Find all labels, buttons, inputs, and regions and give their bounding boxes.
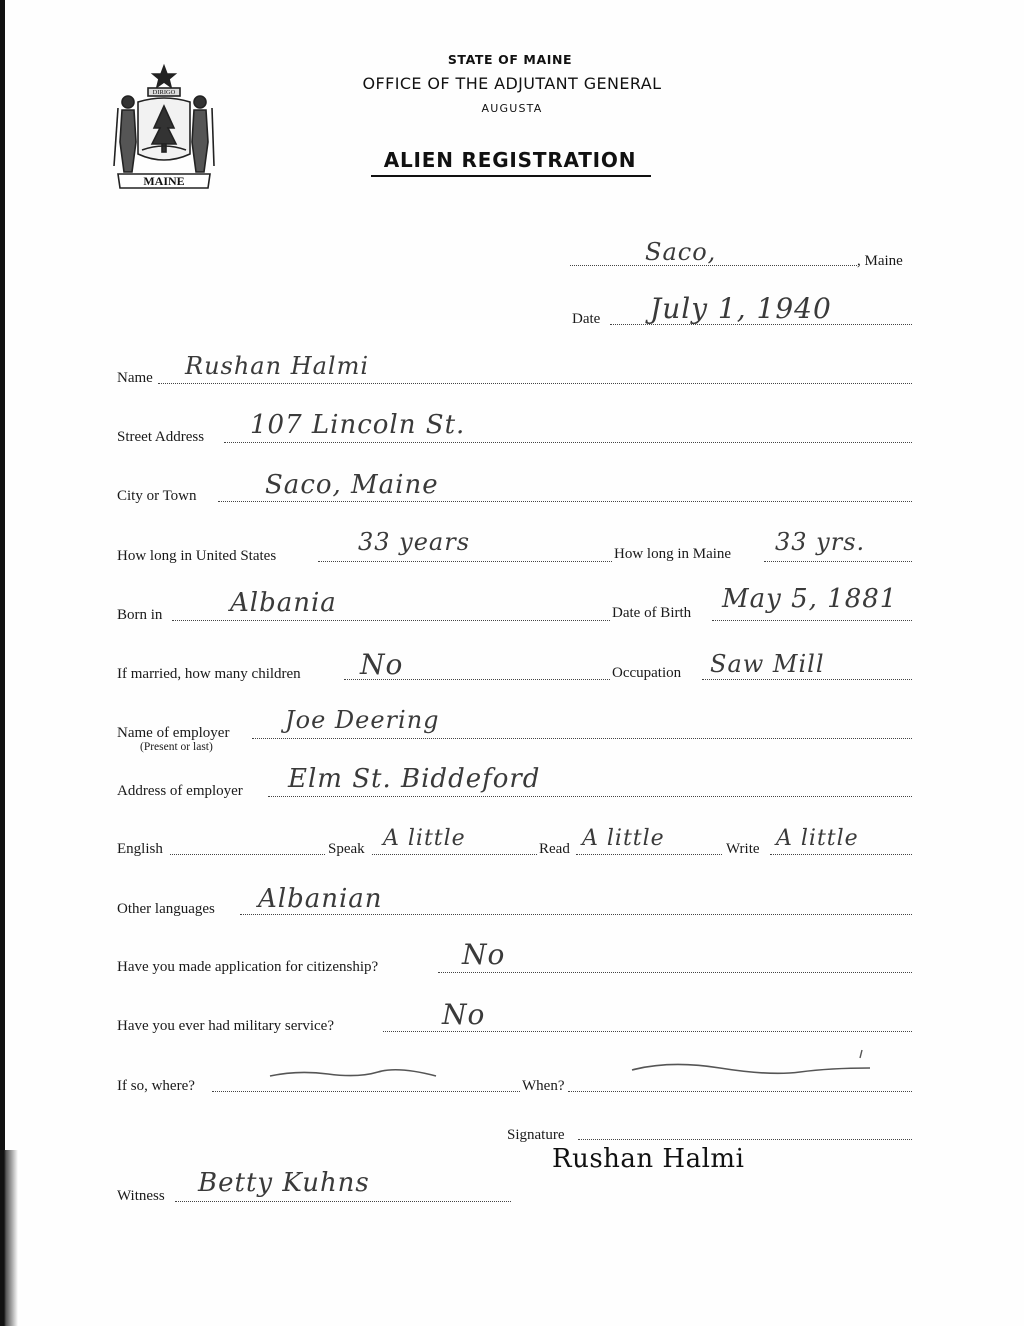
- me-duration-line: [764, 561, 912, 562]
- born-line: [172, 620, 610, 621]
- name-label: Name: [117, 370, 153, 386]
- us-duration-line: [318, 561, 612, 562]
- name-value: Rushan Halmi: [185, 352, 370, 380]
- citizenship-line: [438, 972, 912, 973]
- me-duration-value: 33 yrs.: [775, 528, 866, 556]
- scan-edge: [0, 0, 5, 1326]
- citizenship-label: Have you made application for citizenship?: [117, 959, 379, 975]
- us-duration-label: How long in United States: [117, 548, 277, 564]
- english-label: English: [117, 841, 163, 857]
- write-label: Write: [726, 841, 760, 857]
- other-languages-line: [240, 914, 912, 915]
- citizenship-value: No: [462, 938, 506, 971]
- when-dash-mark: [630, 1046, 880, 1082]
- children-label: If married, how many children: [117, 666, 301, 682]
- employer-address-value: Elm St. Biddeford: [288, 764, 541, 794]
- title-underline: [371, 175, 651, 177]
- signature-value: Rushan Halmi: [552, 1144, 745, 1174]
- dob-label: Date of Birth: [612, 605, 692, 621]
- read-line: [576, 854, 722, 855]
- header-state: STATE OF MAINE: [447, 52, 573, 67]
- write-value: A little: [776, 826, 859, 851]
- city-label: City or Town: [117, 488, 197, 504]
- city-value: Saco, Maine: [265, 470, 439, 500]
- english-line: [170, 854, 325, 855]
- scan-edge-curl: [0, 1150, 18, 1326]
- military-value: No: [442, 998, 486, 1031]
- dob-value: May 5, 1881: [722, 584, 898, 614]
- employer-sublabel: (Present or last): [140, 741, 213, 753]
- signature-label: Signature: [507, 1127, 565, 1143]
- header-city: AUGUSTA: [481, 102, 543, 115]
- where-line: [212, 1091, 520, 1092]
- date-value: July 1, 1940: [650, 292, 832, 325]
- witness-value: Betty Kuhns: [198, 1168, 370, 1198]
- date-label: Date: [572, 311, 601, 327]
- occupation-line: [702, 679, 912, 680]
- speak-label: Speak: [328, 841, 365, 857]
- employer-value: Joe Deering: [285, 706, 440, 734]
- employer-address-line: [268, 796, 912, 797]
- born-value: Albania: [230, 588, 337, 618]
- military-line: [383, 1031, 912, 1032]
- seal-motto: DIRIGO: [152, 89, 176, 96]
- street-line: [224, 442, 912, 443]
- witness-label: Witness: [117, 1188, 165, 1204]
- street-label: Street Address: [117, 429, 205, 445]
- where-label: If so, where?: [117, 1078, 195, 1094]
- where-dash-mark: [268, 1062, 438, 1088]
- speak-value: A little: [383, 826, 466, 851]
- me-duration-label: How long in Maine: [614, 546, 732, 562]
- occupation-label: Occupation: [612, 665, 682, 681]
- page-title: ALIEN REGISTRATION: [383, 148, 637, 172]
- when-line: [568, 1091, 912, 1092]
- signature-line: [578, 1139, 912, 1140]
- read-value: A little: [582, 826, 665, 851]
- street-value: 107 Lincoln St.: [250, 410, 466, 440]
- when-label: When?: [522, 1078, 565, 1094]
- read-label: Read: [539, 841, 570, 857]
- speak-line: [372, 854, 537, 855]
- seal-label: MAINE: [143, 174, 185, 188]
- occupation-value: Saw Mill: [710, 650, 825, 678]
- military-label: Have you ever had military service?: [117, 1018, 334, 1034]
- witness-line: [175, 1201, 511, 1202]
- place-value: Saco,: [645, 238, 717, 266]
- place-label: , Maine: [857, 253, 903, 269]
- children-value: No: [360, 648, 404, 681]
- employer-address-label: Address of employer: [117, 783, 243, 799]
- name-line: [158, 383, 912, 384]
- write-line: [770, 854, 912, 855]
- other-languages-label: Other languages: [117, 901, 215, 917]
- us-duration-value: 33 years: [358, 528, 471, 556]
- employer-line: [252, 738, 912, 739]
- other-languages-value: Albanian: [258, 884, 383, 914]
- header-office: OFFICE OF THE ADJUTANT GENERAL: [362, 74, 662, 93]
- born-label: Born in: [117, 607, 163, 623]
- employer-label: Name of employer: [117, 725, 230, 741]
- dob-line: [712, 620, 912, 621]
- city-line: [218, 501, 912, 502]
